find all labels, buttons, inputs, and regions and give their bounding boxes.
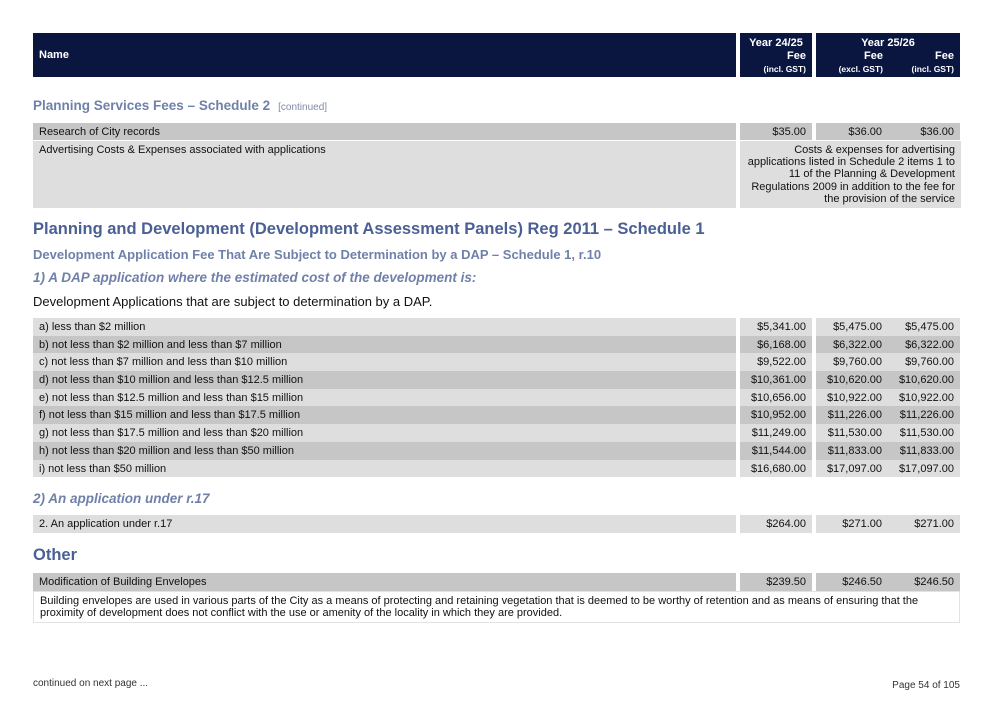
header-fee-label: Fee	[787, 50, 806, 62]
continued-label: [continued]	[278, 102, 328, 113]
row-name: Advertising Costs & Expenses associated with applications	[33, 141, 736, 208]
fee-schedule-page	[33, 33, 960, 619]
intro-text: Development Applications that are subject to determination by a DAP.	[33, 294, 433, 309]
r17-table	[33, 515, 960, 533]
section-title-text: Planning Services Fees – Schedule 2	[33, 98, 271, 113]
row-fee-2526-excl: $271.00	[816, 515, 888, 533]
row-fee-2526-incl: $17,097.00	[888, 460, 960, 478]
table-row	[33, 573, 960, 591]
row-name: Modification of Building Envelopes	[33, 573, 736, 591]
table-row	[33, 460, 960, 478]
row-name: 2. An application under r.17	[33, 515, 736, 533]
row-fee-2526-excl: $10,620.00	[816, 371, 888, 389]
footer-continued: continued on next page ...	[33, 678, 149, 689]
row-name: h) not less than $20 million and less than $50 million	[33, 442, 736, 460]
row-fee-2526-incl: $6,322.00	[888, 336, 960, 354]
row-fee-2425: $10,952.00	[740, 406, 812, 424]
header-year2-label: Year 25/26	[861, 37, 915, 49]
row-fee-2425: $239.50	[740, 573, 812, 591]
table-row	[33, 515, 960, 533]
row-fee-2526-incl: $246.50	[888, 573, 960, 591]
section-title-dap-cost: 1) A DAP application where the estimated cost of the development is:	[33, 270, 477, 285]
row-name: i) not less than $50 million	[33, 460, 736, 478]
row-fee-2425: $11,249.00	[740, 424, 812, 442]
row-fee-2425: $264.00	[740, 515, 812, 533]
header-year-2425	[740, 33, 812, 77]
table-header	[33, 33, 960, 77]
row-fee-2425: $10,361.00	[740, 371, 812, 389]
row-fee-2526-excl: $11,226.00	[816, 406, 888, 424]
row-fee-2425: $16,680.00	[740, 460, 812, 478]
row-fee-2526-excl: $246.50	[816, 573, 888, 591]
row-fee-2526-incl: $9,760.00	[888, 353, 960, 371]
header-incl-gst-label: (incl. GST)	[763, 64, 806, 74]
row-fee-2526-incl: $5,475.00	[888, 318, 960, 336]
row-fee-2425: $35.00	[740, 123, 812, 140]
section-subtitle-dap: Development Application Fee That Are Subject to Determination by a DAP – Schedule 1, r.10	[33, 247, 602, 262]
row-fee-2526-excl: $17,097.00	[816, 460, 888, 478]
row-name: d) not less than $10 million and less than $12.5 million	[33, 371, 736, 389]
table-row	[33, 406, 960, 424]
row-fee-2526-incl: $10,922.00	[888, 389, 960, 407]
table-row	[33, 371, 960, 389]
row-name: g) not less than $17.5 million and less than $20 million	[33, 424, 736, 442]
row-fee-2425: $9,522.00	[740, 353, 812, 371]
header-excl-gst-label: (excl. GST)	[838, 64, 883, 74]
other-table	[33, 573, 960, 623]
table-row	[33, 424, 960, 442]
header-name: Name	[33, 33, 736, 77]
row-name: f) not less than $15 million and less than $17.5 million	[33, 406, 736, 424]
row-description: Costs & expenses for advertising applications listed in Schedule 2 items 1 to 11 of the Planning & Development Regulations 2009 in addition to the fee for the provision of the service	[740, 141, 961, 208]
row-name: Research of City records	[33, 123, 736, 140]
row-fee-2425: $5,341.00	[740, 318, 812, 336]
row-fee-2526-incl: $36.00	[888, 123, 960, 140]
section-title-planning-services	[33, 98, 327, 113]
row-name: b) not less than $2 million and less than $7 million	[33, 336, 736, 354]
row-fee-2526-incl: $10,620.00	[888, 371, 960, 389]
row-name: e) not less than $12.5 million and less than $15 million	[33, 389, 736, 407]
footer-page-number: Page 54 of 105	[892, 680, 960, 691]
row-fee-2526-incl: $11,226.00	[888, 406, 960, 424]
table-row	[33, 353, 960, 371]
header-incl-gst-label: (incl. GST)	[911, 64, 954, 74]
table-row	[33, 141, 960, 208]
row-fee-2526-incl: $271.00	[888, 515, 960, 533]
section-title-r17: 2) An application under r.17	[33, 491, 210, 506]
table-row	[33, 318, 960, 336]
row-fee-2526-excl: $9,760.00	[816, 353, 888, 371]
header-year-2526	[816, 33, 960, 77]
row-fee-2526-excl: $10,922.00	[816, 389, 888, 407]
row-name: a) less than $2 million	[33, 318, 736, 336]
row-fee-2425: $10,656.00	[740, 389, 812, 407]
building-envelope-note: Building envelopes are used in various parts of the City as a means of protecting and retaining vegetation that is deemed to be worthy of retention and as means of ensuring that the proximity of development does not conflict with the use or amenity of the locality in which they are provided.	[33, 591, 960, 623]
header-fee-label: Fee	[864, 50, 883, 62]
row-fee-2425: $6,168.00	[740, 336, 812, 354]
table-row	[33, 123, 960, 140]
row-fee-2526-excl: $5,475.00	[816, 318, 888, 336]
table-row	[33, 389, 960, 407]
table-row	[33, 442, 960, 460]
dap-table	[33, 318, 960, 477]
table-row	[33, 336, 960, 354]
section-title-other: Other	[33, 546, 78, 564]
row-fee-2526-excl: $36.00	[816, 123, 888, 140]
planning-table	[33, 123, 960, 208]
header-year1-label: Year 24/25	[749, 37, 803, 49]
row-fee-2526-incl: $11,833.00	[888, 442, 960, 460]
row-fee-2526-excl: $11,833.00	[816, 442, 888, 460]
row-fee-2526-excl: $11,530.00	[816, 424, 888, 442]
row-fee-2526-incl: $11,530.00	[888, 424, 960, 442]
row-fee-2425: $11,544.00	[740, 442, 812, 460]
header-fee-label: Fee	[935, 50, 954, 62]
section-title-dap: Planning and Development (Development Assessment Panels) Reg 2011 – Schedule 1	[33, 220, 705, 238]
row-name: c) not less than $7 million and less than $10 million	[33, 353, 736, 371]
row-fee-2526-excl: $6,322.00	[816, 336, 888, 354]
